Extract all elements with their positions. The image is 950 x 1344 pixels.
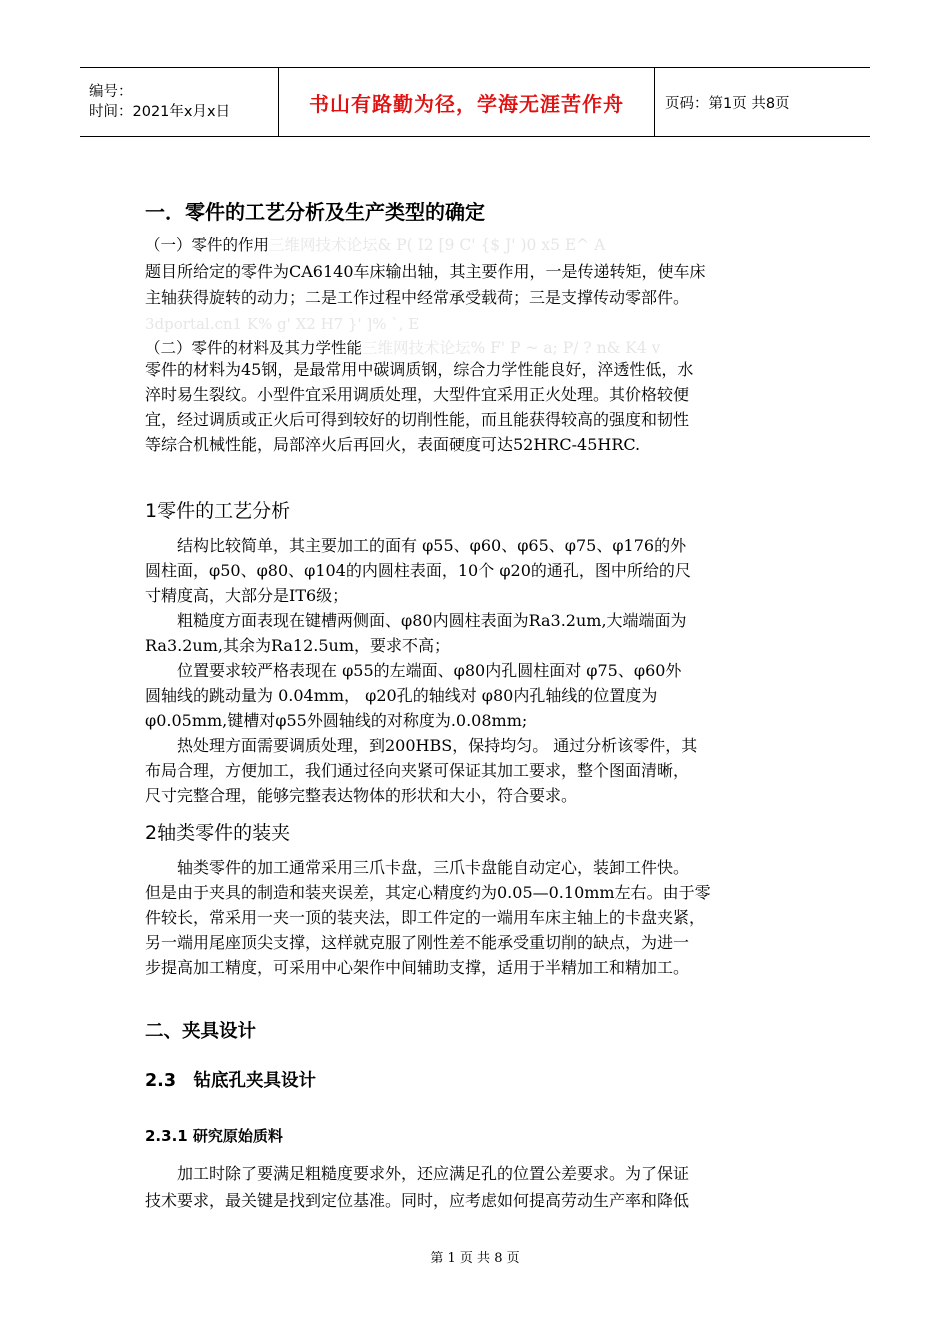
paragraph-line: 加工时除了要满足粗糙度要求外，还应满足孔的位置公差要求。为了保证 bbox=[145, 1164, 690, 1183]
paragraph-line: 淬时易生裂纹。小型件宜采用调质处理，大型件宜采用正火处理。其价格较便 bbox=[145, 385, 690, 404]
paragraph-line: 等综合机械性能，局部淬火后再回火，表面硬度可达52HRC-45HRC. bbox=[145, 435, 641, 454]
watermark-text: 3dportal.cn1 K% g' X2 H7 }' ]% `, E bbox=[145, 315, 420, 333]
sub1-title: （一）零件的作用 bbox=[145, 236, 270, 254]
paragraph-line: 技术要求，最关键是找到定位基准。同时，应考虑如何提高劳动生产率和降低 bbox=[145, 1191, 690, 1210]
header-meta bbox=[80, 68, 279, 136]
paragraph-line: 步提高加工精度，可采用中心架作中间辅助支撑，适用于半精加工和精加工。 bbox=[145, 958, 690, 977]
paragraph-line: 零件的材料为45钢，是最常用中碳调质钢，综合力学性能良好，淬透性低，水 bbox=[145, 360, 694, 379]
sub1-title-line bbox=[145, 233, 807, 257]
paragraph-line: 主轴获得旋转的动力；二是工作过程中经常承受载荷；三是支撑传动零部件。 bbox=[145, 288, 690, 307]
sub2-title: （二）零件的材料及其力学性能 bbox=[145, 339, 363, 357]
page-info-text: 页码：第1页 共8页 bbox=[665, 95, 790, 112]
paragraph-line: 粗糙度方面表现在键槽两侧面、φ80内圆柱表面为Ra3.2um,大端端面为 bbox=[145, 611, 687, 630]
clamp-section-title: 2轴类零件的装夹 bbox=[145, 822, 291, 844]
header-motto bbox=[279, 68, 655, 136]
paragraph-line: 位置要求较严格表现在 φ55的左端面、φ80内孔圆柱面对 φ75、φ60外 bbox=[145, 661, 682, 680]
paragraph-line: 宜，经过调质或正火后可得到较好的切削性能，而且能获得较高的强度和韧性 bbox=[145, 410, 690, 429]
doc-number-label: 编号： bbox=[89, 84, 133, 100]
paragraph-line: 件较长，常采用一夹一顶的装夹法，即工件定的一端用车床主轴上的卡盘夹紧， bbox=[145, 908, 706, 927]
page-footer: 第 1 页 共 8 页 bbox=[430, 1251, 520, 1266]
paragraph-line: 布局合理，方便加工，我们通过径向夹紧可保证其加工要求，整个图面清晰， bbox=[145, 761, 690, 780]
paragraph-line: Ra3.2um,其余为Ra12.5um，要求不高； bbox=[145, 636, 451, 655]
section2-title: 二、夹具设计 bbox=[145, 1021, 257, 1042]
paragraph-line: 圆轴线的跳动量为 0.04mm， φ20孔的轴线对 φ80内孔轴线的位置度为 bbox=[145, 686, 658, 705]
paragraph-line: 寸精度高，大部分是IT6级； bbox=[145, 586, 349, 605]
section2-subtitle: 2.3 钻底孔夹具设计 bbox=[145, 1071, 317, 1091]
paragraph-line: 尺寸完整合理，能够完整表达物体的形状和大小，符合要求。 bbox=[145, 786, 578, 805]
section1-title: 一．零件的工艺分析及生产类型的确定 bbox=[145, 200, 485, 224]
doc-date-label: 时间：2021年x月x日 bbox=[89, 104, 231, 120]
paragraph-line: φ0.05mm,键槽对φ55外圆轴线的对称度为.0.08mm; bbox=[145, 711, 528, 730]
sub2-title-line bbox=[145, 336, 807, 360]
watermark-text: 三维网技术论坛& P( I2 [9 C' {$ J' )0 x5 E^ A bbox=[269, 236, 606, 254]
paragraph-line: 轴类零件的加工通常采用三爪卡盘，三爪卡盘能自动定心，装卸工件快。 bbox=[145, 858, 690, 877]
paragraph-line: 题目所给定的零件为CA6140车床输出轴，其主要作用，一是传递转矩，使车床 bbox=[145, 262, 706, 281]
header-page-info bbox=[655, 68, 870, 136]
paragraph-line: 但是由于夹具的制造和装夹误差，其定心精度约为0.05—0.10mm左右。由于零 bbox=[145, 883, 711, 902]
paragraph-line: 圆柱面，φ50、φ80、φ104的内圆柱表面，10个 φ20的通孔，图中所给的尺 bbox=[145, 561, 691, 580]
section2-subsubtitle: 2.3.1 研究原始质料 bbox=[145, 1127, 283, 1145]
motto-text: 书山有路勤为径，学海无涯苦作舟 bbox=[309, 91, 624, 116]
page-header bbox=[80, 67, 870, 137]
paragraph-line: 另一端用尾座顶尖支撑，这样就克服了刚性差不能承受重切削的缺点，为进一 bbox=[145, 933, 690, 952]
watermark-text: 三维网技术论坛% F' P ~ a; P/ ? n& K4 v bbox=[362, 339, 661, 357]
paragraph-line: 结构比较简单，其主要加工的面有 φ55、φ60、φ65、φ75、φ176的外 bbox=[145, 536, 687, 555]
paragraph-line: 热处理方面需要调质处理，到200HBS，保持均匀。 通过分析该零件，其 bbox=[145, 736, 698, 755]
process-section-title: 1零件的工艺分析 bbox=[145, 500, 291, 522]
